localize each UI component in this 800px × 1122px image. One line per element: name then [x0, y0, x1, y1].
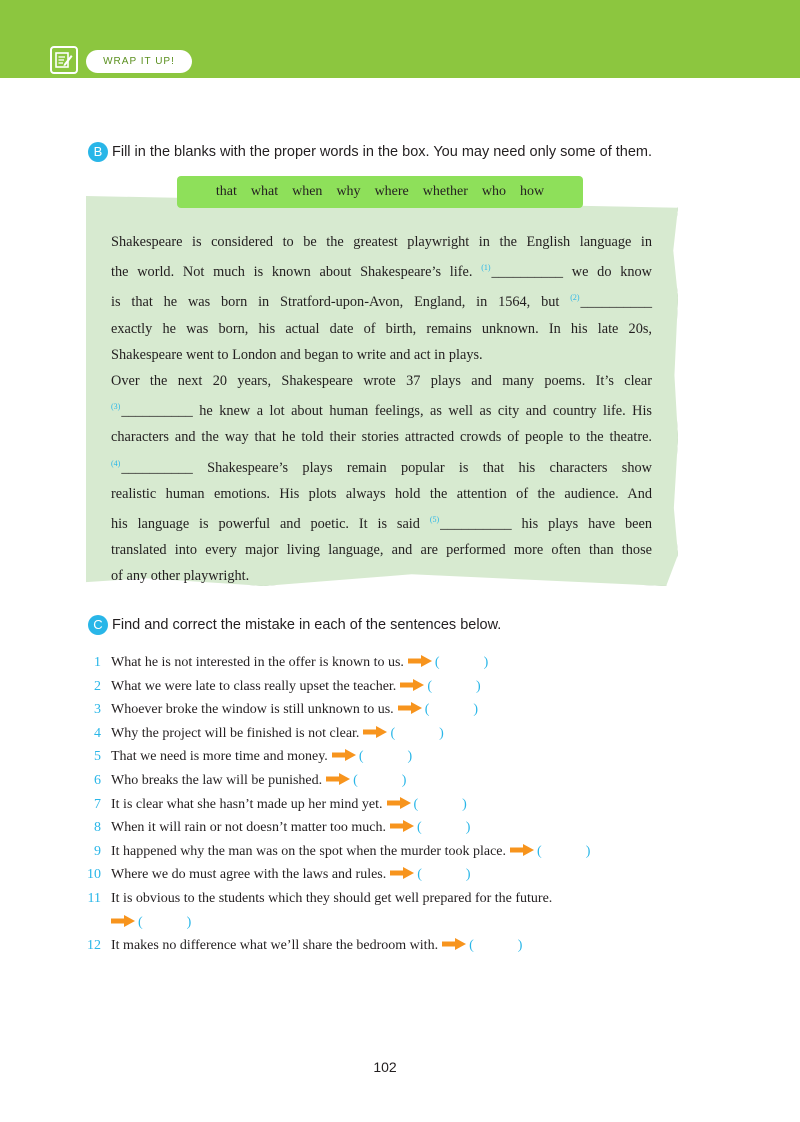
- passage-text-segment: Shakespeare is considered to be the greatest playwright in the English language in: [111, 234, 652, 250]
- sentence-text: What he is not interested in the offer is known to us.: [111, 655, 404, 670]
- orange-arrow-icon: [398, 699, 422, 711]
- passage-text-segment: __________ we do know: [491, 264, 652, 281]
- answer-blank[interactable]: [537, 844, 590, 859]
- paren-close: ): [475, 678, 481, 694]
- passage-text-segment: translated into every major living language, and are performed more often than those: [111, 542, 652, 559]
- passage-line: [111, 285, 652, 315]
- paren-close: ): [473, 702, 479, 718]
- item-number: 9: [94, 843, 101, 859]
- item-number: 11: [87, 890, 101, 906]
- answer-blank[interactable]: [414, 797, 467, 812]
- orange-arrow-icon: [390, 817, 414, 829]
- answer-blank[interactable]: [469, 938, 522, 953]
- passage-text-segment: __________: [580, 294, 652, 311]
- paren-open: (: [390, 725, 396, 741]
- passage-line: [111, 229, 652, 255]
- sentence-item: [85, 722, 725, 746]
- orange-arrow-icon: [390, 864, 414, 876]
- item-number: 4: [94, 725, 101, 741]
- section-b-badge: B: [88, 142, 108, 162]
- orange-arrow-icon: [332, 746, 356, 758]
- section-b-heading: [88, 142, 652, 162]
- page-number: 102: [373, 1059, 397, 1075]
- blank-number: (1): [481, 263, 491, 273]
- item-number: 1: [94, 655, 101, 670]
- header-bar: [0, 0, 800, 78]
- passage-line: [111, 451, 652, 481]
- sentence-item: [85, 651, 725, 675]
- paren-close: ): [517, 938, 523, 954]
- paren-close: ): [407, 749, 413, 765]
- sentence-text: It is clear what she hasn’t made up her mind yet.: [111, 796, 383, 812]
- word-option: when: [292, 184, 323, 199]
- sentence-text: Whoever broke the window is still unknown to us.: [111, 702, 394, 718]
- sentence-item: [85, 887, 725, 934]
- passage-line: [111, 368, 652, 394]
- word-option: whether: [422, 184, 468, 199]
- passage-line: [111, 481, 652, 507]
- word-option: what: [250, 184, 279, 199]
- word-option: who: [481, 184, 506, 199]
- paren-open: (: [417, 820, 422, 836]
- sentence-item: [85, 816, 725, 840]
- answer-blank[interactable]: [417, 867, 470, 882]
- orange-arrow-icon: [363, 723, 387, 735]
- orange-arrow-icon: [326, 770, 350, 782]
- passage-text-segment: his language is powerful and poetic. It is said: [111, 516, 430, 533]
- passage-text: [111, 229, 652, 590]
- blank-number: (3): [111, 402, 121, 412]
- passage-line: [111, 394, 652, 424]
- passage-line: [111, 537, 652, 563]
- item-number: 6: [94, 772, 101, 788]
- passage-line: [111, 424, 652, 450]
- passage-text-segment: realistic human emotions. His plots always hold the attention of the audience. And: [111, 485, 652, 502]
- item-number: 8: [94, 820, 101, 836]
- paren-close: ): [465, 867, 471, 883]
- answer-blank[interactable]: [425, 702, 478, 717]
- passage-text-segment: characters and the way that he told their stories attracted crowds of people to the theatre.: [111, 429, 652, 446]
- paren-open: (: [353, 772, 358, 788]
- passage-text-segment: Shakespeare went to London and began to write and act in plays.: [111, 346, 483, 363]
- passage-text-segment: is that he was born in Stratford-upon-Avon, England, in 1564, but: [111, 294, 571, 311]
- paren-close: ): [585, 843, 591, 859]
- blank-number: (2): [570, 293, 580, 303]
- passage-text-segment: __________ he knew a lot about human feelings, as well as city and country life. His: [121, 403, 652, 420]
- word-box: [177, 176, 583, 208]
- paren-open: (: [358, 749, 364, 765]
- sentence-text: Who breaks the law will be punished.: [111, 772, 323, 788]
- paren-open: (: [427, 678, 432, 694]
- sentence-text: That we need is more time and money.: [111, 749, 328, 765]
- passage-text-segment: the world. Not much is known about Shakespeare’s life.: [111, 264, 482, 281]
- blank-number: (5): [429, 515, 440, 525]
- passage-line: [111, 316, 652, 342]
- pencil-note-icon: [50, 46, 78, 74]
- paren-close: ): [462, 796, 467, 812]
- blank-number: (4): [111, 458, 121, 468]
- paren-open: (: [537, 843, 542, 859]
- orange-arrow-icon: [442, 935, 466, 947]
- word-option: how: [519, 184, 545, 199]
- passage-text-segment: of any other playwright.: [111, 568, 250, 585]
- sentence-text: It makes no difference what we’ll share the bedroom with.: [111, 938, 439, 954]
- paren-close: ): [465, 820, 471, 836]
- section-label: WRAP IT UP!: [86, 50, 192, 73]
- sentence-item: [85, 863, 725, 887]
- sentence-item: [85, 675, 725, 699]
- section-c-heading: [88, 615, 501, 635]
- paren-close: ): [401, 772, 407, 788]
- answer-blank[interactable]: [359, 749, 412, 764]
- sentence-item: [85, 840, 725, 864]
- sentence-item: [85, 745, 725, 769]
- item-number: 12: [87, 938, 101, 954]
- paren-open: (: [469, 938, 474, 954]
- sentence-text: Why the project will be finished is not clear.: [111, 725, 360, 741]
- answer-blank[interactable]: [353, 773, 406, 788]
- passage-text-segment: Over the next 20 years, Shakespeare wrote 37 plays and many poems. It’s clear: [111, 373, 652, 390]
- item-number: 10: [87, 867, 101, 883]
- section-c-instruction: Find and correct the mistake in each of the sentences below.: [112, 617, 502, 633]
- orange-arrow-icon: [408, 652, 432, 664]
- passage-text-segment: __________ Shakespeare’s plays remain popular is that his characters show: [121, 459, 652, 476]
- answer-blank[interactable]: [427, 679, 480, 694]
- item-number: 3: [94, 702, 101, 718]
- paren-open: (: [138, 914, 143, 930]
- sentence-text: When it will rain or not doesn’t matter too much.: [111, 820, 387, 836]
- sentence-item: [85, 698, 725, 722]
- passage-line: [111, 342, 652, 368]
- passage-text-segment: exactly he was born, his actual date of birth, remains unknown. In his late 20s,: [111, 320, 652, 337]
- passage-line: [111, 507, 652, 537]
- answer-blank[interactable]: [138, 915, 191, 930]
- passage-text-segment: __________ his plays have been: [440, 516, 652, 533]
- paren-close: ): [439, 725, 444, 741]
- paren-open: (: [413, 796, 419, 812]
- sentence-text: It is obvious to the students which they should get well prepared for the future.: [111, 890, 553, 906]
- paren-open: (: [417, 867, 422, 883]
- item-number: 7: [94, 796, 101, 812]
- answer-blank[interactable]: [435, 655, 488, 670]
- paren-open: (: [424, 702, 430, 718]
- orange-arrow-icon: [111, 912, 135, 924]
- sentence-text: It happened why the man was on the spot when the murder took place.: [111, 843, 507, 859]
- word-option: that: [215, 184, 237, 199]
- paren-close: ): [186, 914, 192, 930]
- sentence-item: [85, 934, 725, 958]
- passage-line: [111, 255, 652, 285]
- sentence-item: [85, 769, 725, 793]
- paren-close: ): [483, 655, 489, 670]
- item-number: 5: [94, 749, 101, 765]
- answer-blank[interactable]: [417, 820, 470, 835]
- section-c-badge: C: [88, 615, 108, 635]
- answer-blank[interactable]: [390, 726, 443, 741]
- sentence-text: Where we do must agree with the laws and rules.: [111, 867, 387, 883]
- sentence-text: What we were late to class really upset the teacher.: [111, 678, 397, 694]
- orange-arrow-icon: [510, 841, 534, 853]
- section-b-instruction: Fill in the blanks with the proper words in the box. You may need only some of them.: [112, 144, 653, 160]
- paren-open: (: [434, 655, 440, 670]
- word-option: where: [374, 184, 409, 199]
- sentence-item: [85, 793, 725, 817]
- orange-arrow-icon: [387, 794, 411, 806]
- orange-arrow-icon: [400, 676, 424, 688]
- sentence-list: [85, 651, 725, 958]
- item-number: 2: [94, 678, 101, 694]
- passage-line: [111, 563, 652, 589]
- word-option: why: [336, 184, 361, 199]
